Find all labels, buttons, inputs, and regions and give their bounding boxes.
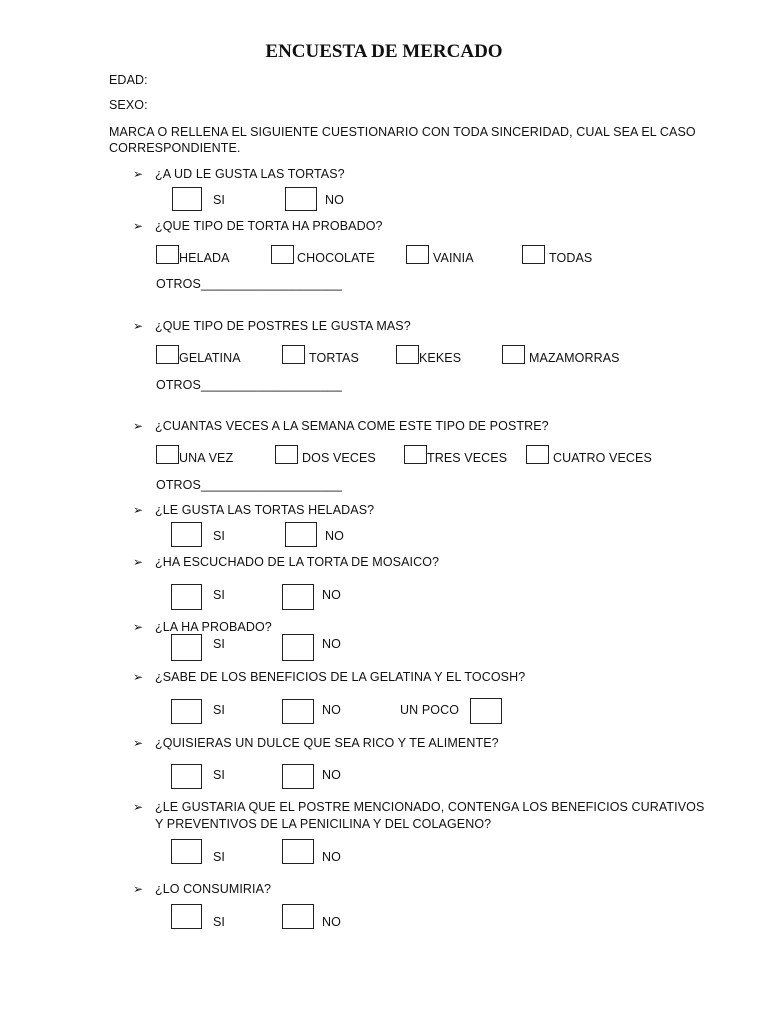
q11-no-checkbox[interactable]: [282, 904, 314, 929]
question-4: ¿CUANTAS VECES A LA SEMANA COME ESTE TIPO DE POSTRE?: [155, 419, 549, 433]
q2-helada-label: HELADA: [179, 251, 230, 265]
q8-si-checkbox[interactable]: [171, 699, 202, 724]
arrow-bullet-icon: ➢: [133, 419, 144, 433]
q4-cuatro-veces-checkbox[interactable]: [526, 445, 549, 464]
question-7: ¿LA HA PROBADO?: [155, 620, 272, 634]
arrow-bullet-icon: ➢: [133, 503, 144, 517]
q2-helada-checkbox[interactable]: [156, 245, 179, 264]
q4-cuatro-veces-label: CUATRO VECES: [553, 451, 652, 465]
q3-gelatina-label: GELATINA: [179, 351, 241, 365]
q7-si-label: SI: [213, 637, 226, 651]
edad-label: EDAD:: [109, 73, 148, 87]
q3-mazamorras-label: MAZAMORRAS: [529, 351, 620, 365]
q9-si-checkbox[interactable]: [171, 764, 202, 789]
q3-kekes-label: KEKES: [419, 351, 462, 365]
q1-no-checkbox[interactable]: [285, 187, 317, 211]
arrow-bullet-icon: ➢: [133, 620, 144, 634]
arrow-bullet-icon: ➢: [133, 882, 144, 896]
q2-otros-field[interactable]: OTROS____________________: [156, 277, 342, 291]
q2-vainia-label: VAINIA: [433, 251, 474, 265]
q10-no-checkbox[interactable]: [282, 839, 314, 864]
q7-si-checkbox[interactable]: [171, 634, 202, 661]
q2-todas-label: TODAS: [549, 251, 593, 265]
q2-todas-checkbox[interactable]: [522, 245, 545, 264]
q5-no-checkbox[interactable]: [285, 522, 317, 547]
q6-no-checkbox[interactable]: [282, 584, 314, 610]
question-10-line1: ¿LE GUSTARIA QUE EL POSTRE MENCIONADO, CONTENGA LOS BENEFICIOS CURATIVOS: [155, 800, 705, 814]
q9-no-checkbox[interactable]: [282, 764, 314, 789]
q6-no-label: NO: [322, 588, 341, 602]
arrow-bullet-icon: ➢: [133, 670, 144, 684]
q5-si-label: SI: [213, 529, 226, 543]
q5-no-label: NO: [325, 529, 344, 543]
q4-una-vez-checkbox[interactable]: [156, 445, 179, 464]
question-11: ¿LO CONSUMIRIA?: [155, 882, 272, 896]
arrow-bullet-icon: ➢: [133, 555, 144, 569]
q4-tres-veces-checkbox[interactable]: [404, 445, 427, 464]
question-3: ¿QUE TIPO DE POSTRES LE GUSTA MAS?: [155, 319, 411, 333]
q1-no-label: NO: [325, 193, 344, 207]
question-10-line2: Y PREVENTIVOS DE LA PENICILINA Y DEL COLAGENO?: [155, 817, 492, 831]
arrow-bullet-icon: ➢: [133, 219, 144, 233]
q1-si-checkbox[interactable]: [172, 187, 202, 211]
q4-dos-veces-label: DOS VECES: [302, 451, 376, 465]
sexo-label: SEXO:: [109, 98, 148, 112]
q10-no-label: NO: [322, 850, 341, 864]
arrow-bullet-icon: ➢: [133, 167, 144, 181]
q3-gelatina-checkbox[interactable]: [156, 345, 179, 364]
arrow-bullet-icon: ➢: [133, 800, 144, 814]
instructions-line2: CORRESPONDIENTE.: [109, 141, 241, 155]
q11-no-label: NO: [322, 915, 341, 929]
instructions-line1: MARCA O RELLENA EL SIGUIENTE CUESTIONARIO CON TODA SINCERIDAD, CUAL SEA EL CASO: [109, 125, 696, 139]
q6-si-checkbox[interactable]: [171, 584, 202, 610]
q8-no-checkbox[interactable]: [282, 699, 314, 724]
arrow-bullet-icon: ➢: [133, 319, 144, 333]
q1-si-label: SI: [213, 193, 226, 207]
q11-si-label: SI: [213, 915, 226, 929]
question-8: ¿SABE DE LOS BENEFICIOS DE LA GELATINA Y EL TOCOSH?: [155, 670, 526, 684]
q5-si-checkbox[interactable]: [171, 522, 202, 547]
q10-si-label: SI: [213, 850, 226, 864]
question-9: ¿QUISIERAS UN DULCE QUE SEA RICO Y TE ALIMENTE?: [155, 736, 499, 750]
q3-tortas-checkbox[interactable]: [282, 345, 305, 364]
q4-dos-veces-checkbox[interactable]: [275, 445, 298, 464]
question-1: ¿A UD LE GUSTA LAS TORTAS?: [155, 167, 345, 181]
q8-no-label: NO: [322, 703, 341, 717]
q10-si-checkbox[interactable]: [171, 839, 202, 864]
question-6: ¿HA ESCUCHADO DE LA TORTA DE MOSAICO?: [155, 555, 440, 569]
q4-una-vez-label: UNA VEZ: [179, 451, 234, 465]
q3-tortas-label: TORTAS: [309, 351, 359, 365]
question-5: ¿LE GUSTA LAS TORTAS HELADAS?: [155, 503, 375, 517]
q9-si-label: SI: [213, 768, 226, 782]
q8-si-label: SI: [213, 703, 226, 717]
q8-un-poco-checkbox[interactable]: [470, 698, 502, 724]
q9-no-label: NO: [322, 768, 341, 782]
q8-un-poco-label: UN POCO: [400, 703, 460, 717]
q3-mazamorras-checkbox[interactable]: [502, 345, 525, 364]
q2-vainia-checkbox[interactable]: [406, 245, 429, 264]
page-title: ENCUESTA DE MERCADO: [265, 41, 503, 62]
q4-tres-veces-label: TRES VECES: [427, 451, 508, 465]
q2-chocolate-checkbox[interactable]: [271, 245, 294, 264]
q7-no-label: NO: [322, 637, 341, 651]
arrow-bullet-icon: ➢: [133, 736, 144, 750]
q6-si-label: SI: [213, 588, 226, 602]
q3-otros-field[interactable]: OTROS____________________: [156, 378, 342, 392]
q3-kekes-checkbox[interactable]: [396, 345, 419, 364]
q4-otros-field[interactable]: OTROS____________________: [156, 478, 342, 492]
q2-chocolate-label: CHOCOLATE: [297, 251, 375, 265]
q11-si-checkbox[interactable]: [171, 904, 202, 929]
q7-no-checkbox[interactable]: [282, 634, 314, 661]
question-2: ¿QUE TIPO DE TORTA HA PROBADO?: [155, 219, 383, 233]
